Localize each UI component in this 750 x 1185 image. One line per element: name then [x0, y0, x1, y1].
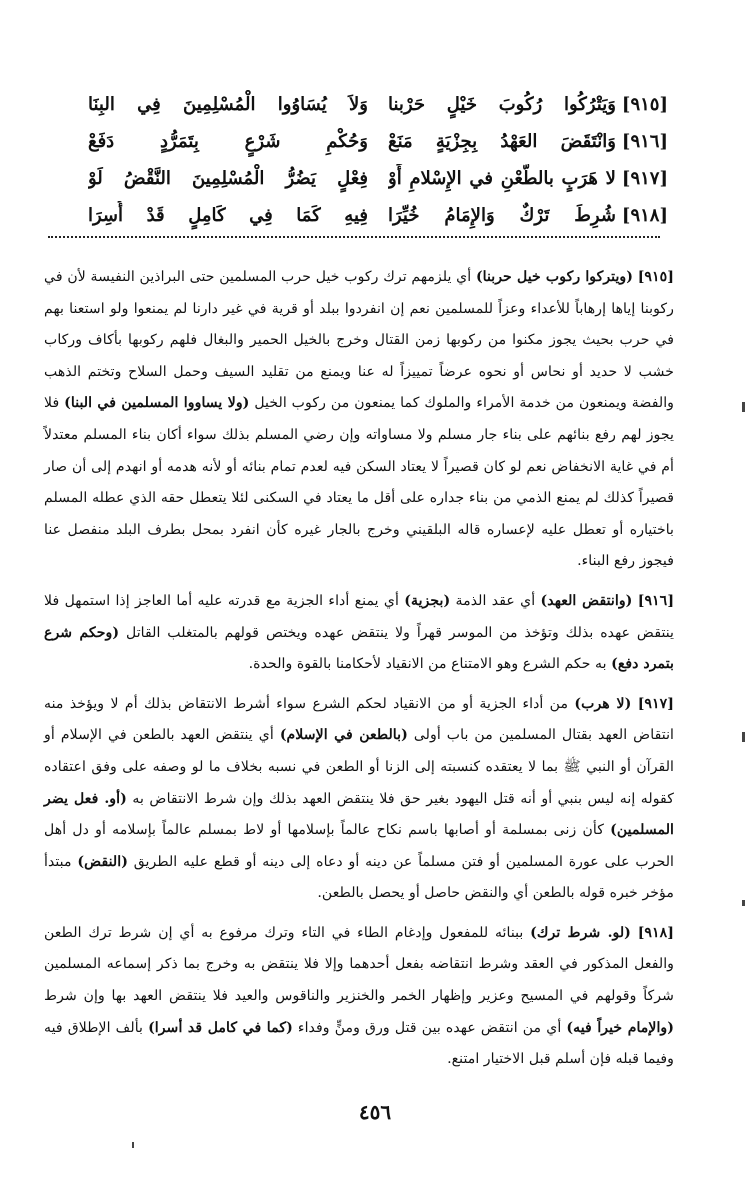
commentary-text: أي من انتقض عهده بين قتل ورق ومنٍّ وفداء [292, 1019, 567, 1036]
commentary-text: من أداء الجزية أو من الانقياد لحكم الشرع سواء أشرط الانتقاض بذلك أم لا ويؤخذ منه انتقاض العهد بقتال المسلمين من باب أولى [44, 695, 674, 744]
quoted-verse-phrase: (لا هرب) [574, 695, 632, 712]
commentary-paragraph [44, 689, 674, 910]
margin-mark [742, 900, 745, 906]
verse-second-hemistich: وَحُكْمِ شَرْعٍ بِتَمَرُّدٍ دَفَعْ [88, 130, 368, 152]
commentary-block [44, 262, 674, 1084]
commentary-text: كأن زنى بمسلمة أو أصابها باسم نكاح عالماً بإسلامها أو لاط بمسلم عالماً بإسلامه أو دل أهل الحرب على عورة المسلمين أو فتن مسلماً عن دينه أو دعاه إلى دينه أو قطع عليه الطريق [44, 822, 674, 870]
paragraph-number: [٩١٦] [637, 592, 675, 609]
commentary-paragraph [44, 262, 674, 578]
commentary-text: أي يلزمهم ترك ركوب خيل حرب المسلمين حتى البراذين النفيسة لأن في ركوبنا إياها إرهاباً للأعداء وعزاً للمسلمين نعم إن انفردوا ببلد أو قرية في غير دارنا لم يمنعوا ولو استعنا بهم في حرب بحيث يجوز مكنوا من ركوبها زمن القتال وخرج بالخيل الحمير والبغال فلهم ركوبها بأكاف وركاب خشب لا حديد أو نحاس أو نحوه عرضاً تمييزاً له عنا ويمنع من تقليد السيف وحمل السلاح وتختم الذهب والفضة ويمنعون من خدمة الأمراء والملوك كما يمنعون من ركوب الخيل [44, 269, 674, 412]
quoted-verse-phrase: (وحكم شرع بتمرد دفع) [44, 624, 674, 673]
commentary-text: به حكم الشرع وهو الامتناع من الانقياد لأحكامنا بالقوة والحدة. [248, 656, 612, 673]
verse-second-hemistich: فِعْلٍ يَضُرُّ الْمُسْلِمِينَ النَّقْضُ لَوْ [88, 167, 368, 189]
verse-first-hemistich: [٩١٨]شُرِطَ تَرْكٌ وَالإِمَامُ خُيِّرَا [388, 204, 668, 226]
quoted-verse-phrase: (بجزية) [404, 592, 451, 609]
paragraph-number: [٩١٨] [637, 924, 675, 941]
verse-first-hemistich: [٩١٧]لا هَرَبٍ بالطَّعْنِ في الإِسْلامِ أَوْ [388, 167, 668, 189]
quoted-verse-phrase: (النقض) [77, 853, 128, 870]
quoted-verse-phrase: (كما في كامل قد أسرا) [148, 1019, 293, 1036]
commentary-paragraph [44, 918, 674, 1076]
quoted-verse-phrase: (والإمام خيراً فيه) [566, 1019, 675, 1036]
paragraph-number: [٩١٥] [637, 269, 674, 285]
commentary-text: بألف الإطلاق فيه وفيما قبله فإن أسلم قبل الاختيار امتنع. [44, 1019, 674, 1068]
dotted-separator [48, 236, 660, 238]
margin-mark [742, 732, 745, 742]
paragraph-number: [٩١٧] [637, 695, 674, 712]
commentary-text: أي عقد الذمة [450, 592, 541, 609]
verse-first-hemistich: [٩١٦]وَانْتَقَضَ العَهْدُ بِجِزْيَةٍ مَنَعْ [388, 130, 668, 152]
verse-block [88, 86, 668, 234]
commentary-paragraph [44, 586, 674, 681]
commentary-text: ببنائه للمفعول وإدغام الطاء في التاء وترك مرفوع به أي إن شرط ترك الطعن والفعل المذكور في العقد وشرط انتقاضه بفعل أحدهما وإلا فلا ينتقض به وخرج بما ذكر إسماعه المسلمين شركاً وقولهم في المسيح وعزير وإظهار الخمر والخنزير والناقوس والعيد فلا ينتقض العهد بها وإن شرط [44, 924, 674, 1005]
quoted-verse-phrase: (ويتركوا ركوب خيل حربنا) [475, 269, 633, 285]
verse-line [88, 123, 668, 160]
quoted-verse-phrase: (بالطعن في الإسلام) [279, 727, 408, 744]
margin-mark [132, 1142, 134, 1148]
verse-second-hemistich: فِيهِ كَمَا فِي كَامِلٍ قَدْ أُسِرَا [88, 204, 368, 226]
commentary-text: أي ينتقض العهد بالطعن في الإسلام أو القرآن أو النبي ﷺ بما لا يعتقده كنسبته إلى الزنا أو الطعن في نسبه بخلاف ما لو وصفه على وفق اعتقاده كقوله إنه ليس بنبي أو أنه قتل اليهود بغير حق فلا ينتقض العهد بذلك وإن شرط الانتقاض به [44, 727, 674, 807]
quoted-verse-phrase: (أو. فعل يضر المسلمين) [44, 790, 674, 839]
commentary-text: فلا يجوز لهم رفع بنائهم على بناء جار مسلم ولا مساواته وإن رضي المسلم بذلك سواء أكان بناء المسلم معتدلاً أم في غاية الانخفاض نعم لو كان قصيراً لا يعتاد السكن فيه لعدم تمام بنائه أو لأنه هدمه أو انهدم إلى أن صار قصيراً كذلك لم يمنع الذمي من بناء جداره على أقل ما يعتاد في السكنى لئلا يتعطل حقه الذي عطله المسلم باختياره أو تعطل عليه لإعساره قاله البلقيني وخرج بالجار غيره كأن انفرد بمحل بطرف البلد منفصل عنا فيجوز رفع البناء. [44, 395, 674, 570]
commentary-text: أي يمنع أداء الجزية مع قدرته عليه أما العاجز إذا استمهل فلا ينتقض عهده بذلك وتؤخذ من الموسر قهراً ولا ينتقض عهده ويختص قولهم بالمتغلب القاتل [44, 592, 675, 641]
verse-number: [٩١٨] [621, 204, 668, 226]
page-number: ٤٥٦ [358, 1100, 392, 1124]
verse-line [88, 197, 668, 234]
verse-line [88, 160, 668, 197]
verse-number: [٩١٧] [621, 167, 668, 189]
quoted-verse-phrase: (ولا يساووا المسلمين في البنا) [64, 395, 250, 412]
quoted-verse-phrase: (لو. شرط ترك) [530, 924, 631, 941]
quoted-verse-phrase: (وانتقض العهد) [540, 592, 633, 609]
commentary-text: مبتدأ مؤخر خبره قوله بالطعن أي والنقض حاصل أو يحصل بالطعن. [44, 853, 674, 902]
verse-second-hemistich: وَلاَ يُسَاوُوا الْمُسْلِمِينَ فِي البِنَا [88, 93, 368, 115]
verse-number: [٩١٥] [621, 93, 668, 115]
verse-number: [٩١٦] [621, 130, 668, 152]
verse-first-hemistich: [٩١٥]وَيَتْرُكُوا رُكُوبَ خَيْلٍ حَرْبنا [388, 93, 668, 115]
verse-line [88, 86, 668, 123]
margin-mark [742, 402, 745, 412]
